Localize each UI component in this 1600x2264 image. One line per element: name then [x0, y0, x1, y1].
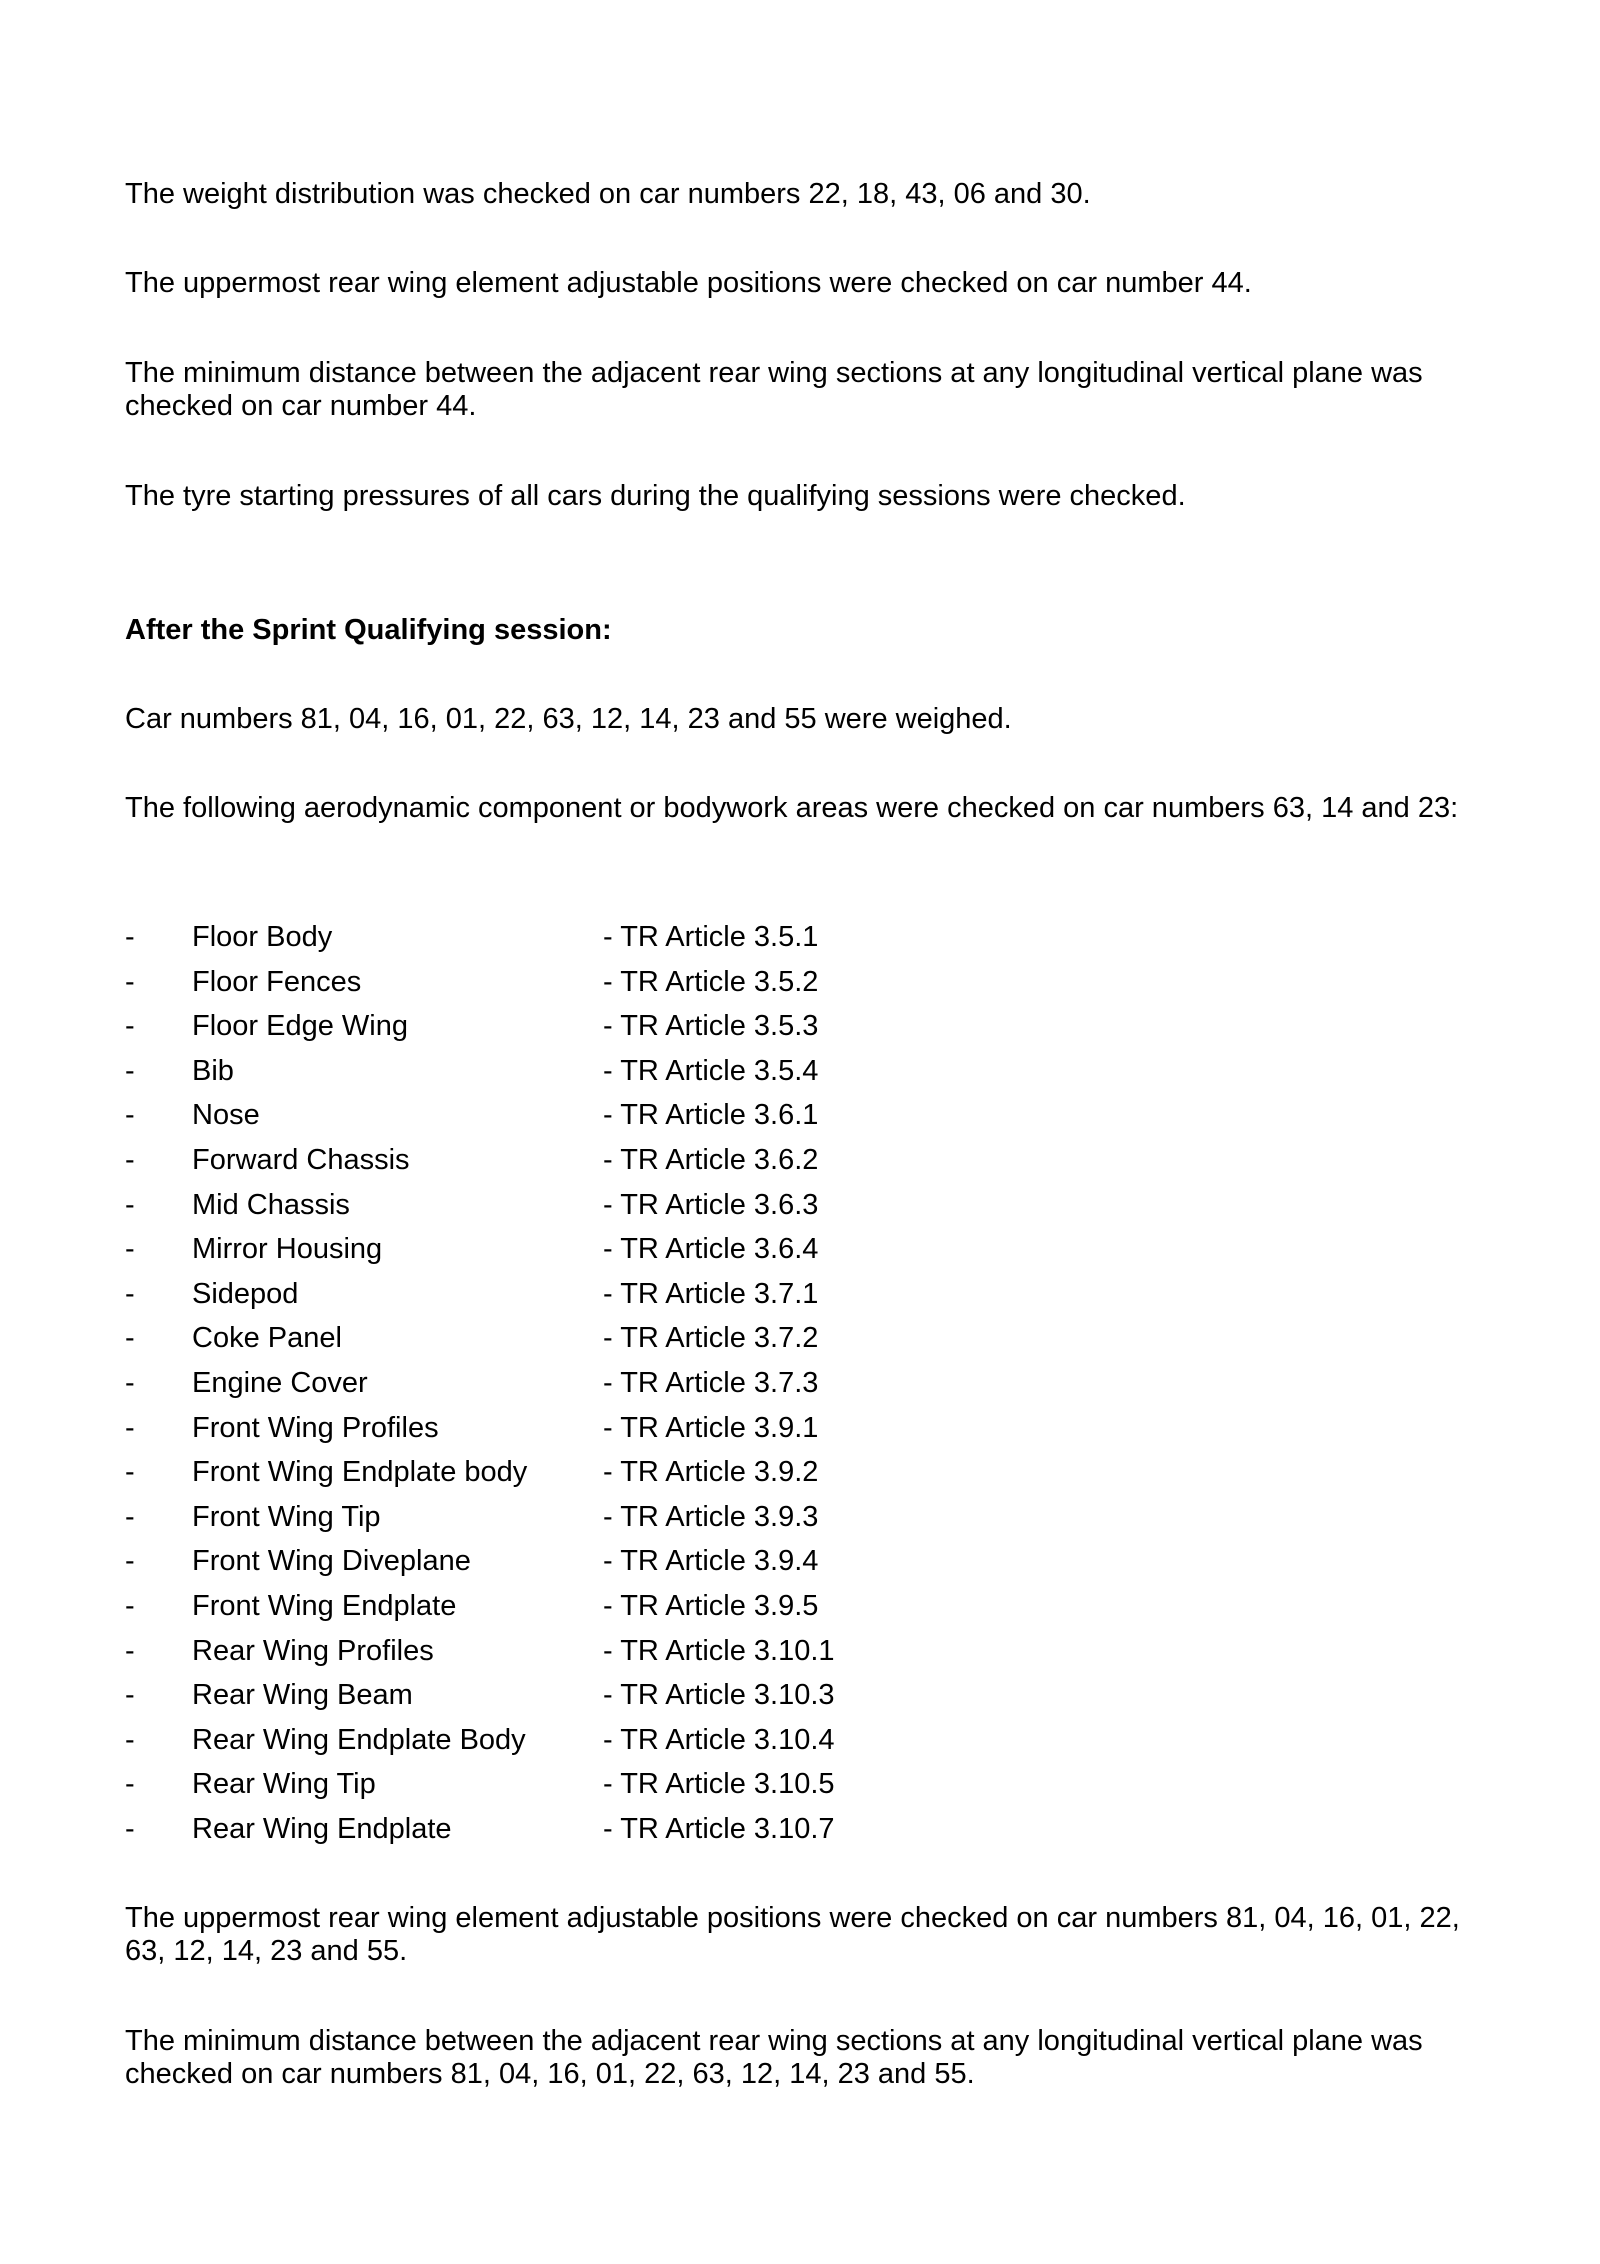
list-dash: -	[125, 1277, 135, 1310]
component-name: Front Wing Diveplane	[192, 1545, 471, 1578]
tr-article-reference: - TR Article 3.6.1	[603, 1099, 819, 1132]
component-list-item	[125, 1227, 1125, 1272]
tr-article-reference: - TR Article 3.10.3	[603, 1679, 835, 1712]
component-name: Floor Body	[192, 921, 333, 953]
tr-article-reference: - TR Article 3.9.1	[603, 1411, 819, 1444]
tr-article-reference: - TR Article 3.5.2	[603, 965, 819, 998]
tr-article-reference: - TR Article 3.5.3	[603, 1010, 819, 1043]
component-name: Coke Panel	[192, 1322, 342, 1355]
tr-article-reference: - TR Article 3.9.5	[603, 1589, 819, 1622]
component-name: Rear Wing Profiles	[192, 1634, 434, 1667]
component-list-item	[125, 1093, 1125, 1138]
list-dash: -	[125, 1233, 135, 1266]
tyre-pressures-paragraph: The tyre starting pressures of all cars during the qualifying sessions were checked.	[125, 480, 1186, 512]
tr-article-reference: - TR Article 3.10.5	[603, 1768, 835, 1801]
section-heading: After the Sprint Qualifying session:	[125, 614, 612, 646]
component-name: Rear Wing Endplate	[192, 1812, 452, 1845]
aero-components-intro-paragraph: The following aerodynamic component or bodywork areas were checked on car numbers 63, 14 and 23:	[125, 792, 1459, 824]
rear-wing-distance-all-paragraph: The minimum distance between the adjacent rear wing sections at any longitudinal vertical plane was checked on car numbers 81, 04, 16, 01, 22, 63, 12, 14, 23 and 55.	[125, 2025, 1423, 2090]
component-name: Front Wing Endplate	[192, 1589, 457, 1622]
component-list-item	[125, 1584, 1125, 1629]
component-name: Front Wing Endplate body	[192, 1456, 528, 1489]
component-name: Forward Chassis	[192, 1143, 410, 1176]
rear-wing-distance-paragraph: The minimum distance between the adjacent rear wing sections at any longitudinal vertical plane was checked on car number 44.	[125, 357, 1423, 422]
list-dash: -	[125, 921, 135, 953]
list-dash: -	[125, 1545, 135, 1578]
list-dash: -	[125, 1188, 135, 1221]
list-dash: -	[125, 1768, 135, 1801]
component-name: Rear Wing Endplate Body	[192, 1723, 526, 1756]
component-name: Front Wing Tip	[192, 1500, 381, 1533]
component-list-item	[125, 1673, 1125, 1718]
component-name: Floor Edge Wing	[192, 1010, 408, 1043]
tr-article-reference: - TR Article 3.9.4	[603, 1545, 819, 1578]
tr-article-reference: - TR Article 3.9.3	[603, 1500, 819, 1533]
component-name: Sidepod	[192, 1277, 299, 1310]
rear-wing-positions-paragraph: The uppermost rear wing element adjustable positions were checked on car number 44.	[125, 267, 1252, 299]
component-name: Mid Chassis	[192, 1188, 350, 1221]
component-list-item	[125, 1718, 1125, 1763]
component-list-item	[125, 1316, 1125, 1361]
component-list-item	[125, 1539, 1125, 1584]
list-dash: -	[125, 1500, 135, 1533]
tr-article-reference: - TR Article 3.10.4	[603, 1723, 835, 1756]
component-name: Rear Wing Beam	[192, 1679, 413, 1712]
component-name: Nose	[192, 1099, 260, 1132]
tr-article-reference: - TR Article 3.10.1	[603, 1634, 835, 1667]
component-name: Engine Cover	[192, 1366, 368, 1399]
component-list	[125, 915, 1125, 1851]
tr-article-reference: - TR Article 3.10.7	[603, 1812, 835, 1845]
list-dash: -	[125, 965, 135, 998]
tr-article-reference: - TR Article 3.6.3	[603, 1188, 819, 1221]
list-dash: -	[125, 1812, 135, 1845]
list-dash: -	[125, 1679, 135, 1712]
list-dash: -	[125, 1099, 135, 1132]
tr-article-reference: - TR Article 3.7.3	[603, 1366, 819, 1399]
component-list-item	[125, 1762, 1125, 1807]
component-list-item	[125, 1138, 1125, 1183]
list-dash: -	[125, 1723, 135, 1756]
list-dash: -	[125, 1322, 135, 1355]
component-name: Floor Fences	[192, 965, 362, 998]
component-list-item	[125, 1629, 1125, 1674]
tr-article-reference: - TR Article 3.5.1	[603, 921, 819, 953]
component-list-item	[125, 1049, 1125, 1094]
component-list-item	[125, 1272, 1125, 1317]
component-list-item	[125, 1495, 1125, 1540]
component-list-item	[125, 915, 1125, 960]
component-name: Rear Wing Tip	[192, 1768, 376, 1801]
weight-distribution-paragraph: The weight distribution was checked on car numbers 22, 18, 43, 06 and 30.	[125, 178, 1091, 210]
component-name: Mirror Housing	[192, 1233, 383, 1266]
rear-wing-positions-all-paragraph: The uppermost rear wing element adjustable positions were checked on car numbers 81, 04, 16, 01, 22, 63, 12, 14, 23 and 55.	[125, 1902, 1460, 1967]
component-name: Front Wing Profiles	[192, 1411, 439, 1444]
list-dash: -	[125, 1634, 135, 1667]
component-list-item	[125, 960, 1125, 1005]
tr-article-reference: - TR Article 3.9.2	[603, 1456, 819, 1489]
component-list-item	[125, 1450, 1125, 1495]
list-dash: -	[125, 1411, 135, 1444]
tr-article-reference: - TR Article 3.5.4	[603, 1054, 819, 1087]
component-list-item	[125, 1183, 1125, 1228]
tr-article-reference: - TR Article 3.7.1	[603, 1277, 819, 1310]
component-list-item	[125, 1004, 1125, 1049]
list-dash: -	[125, 1054, 135, 1087]
list-dash: -	[125, 1010, 135, 1043]
component-name: Bib	[192, 1054, 234, 1087]
component-list-item	[125, 1807, 1125, 1852]
tr-article-reference: - TR Article 3.7.2	[603, 1322, 819, 1355]
component-list-item	[125, 1361, 1125, 1406]
component-list-item	[125, 1406, 1125, 1451]
list-dash: -	[125, 1456, 135, 1489]
tr-article-reference: - TR Article 3.6.2	[603, 1143, 819, 1176]
list-dash: -	[125, 1589, 135, 1622]
list-dash: -	[125, 1143, 135, 1176]
weighed-cars-paragraph: Car numbers 81, 04, 16, 01, 22, 63, 12, 14, 23 and 55 were weighed.	[125, 703, 1012, 735]
list-dash: -	[125, 1366, 135, 1399]
tr-article-reference: - TR Article 3.6.4	[603, 1233, 819, 1266]
